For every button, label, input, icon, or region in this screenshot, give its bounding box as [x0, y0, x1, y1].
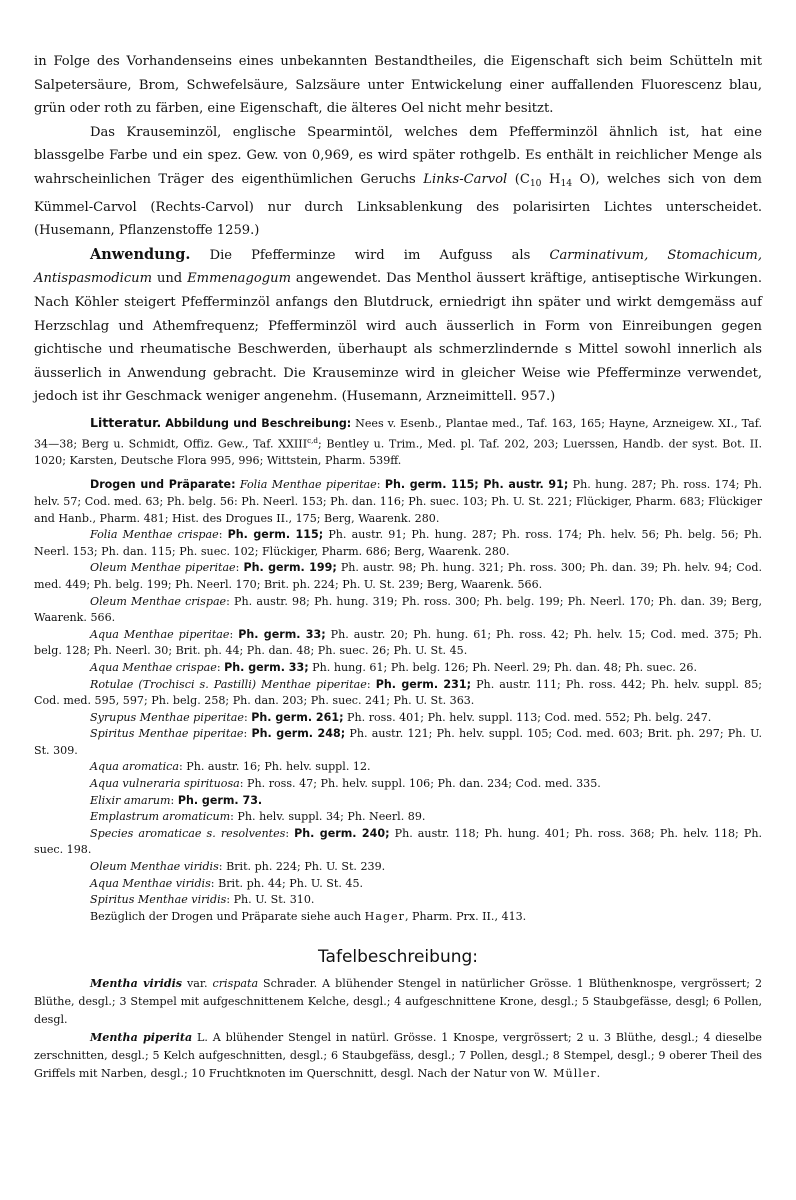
drogen-entry: Emplastrum aromaticum: Ph. helv. suppl. 34; Ph. Neerl. 89.	[90, 810, 426, 824]
drogen-entry: Aqua Menthae viridis: Brit. ph. 44; Ph. U. St. 45.	[90, 876, 364, 890]
paragraph-krauseminzoel: Das Krauseminzöl, englische Spearmintöl, welches dem Pfefferminzöl ähnlich ist, hat eine blassgelbe Farbe und ein spez. Gew. von 0,969, es wird später rothgelb. Es enthält in reichlicher Menge als wahrscheinlichen Träger des eigenthümlichen Geruchs Links-Carvol ($C_{10}$ $H_{14}$ O), welches sich von dem Kümmel-Carvol (Rechts-Carvol) nur durch Linksablenkung des polarisirten Lichtes unterscheidet. (Husemann, Pflanzenstoffe 1259.)	[34, 124, 762, 239]
literature-section	[34, 415, 762, 926]
drogen-entry: Syrupus Menthae piperitae: Ph. germ. 261; Ph. ross. 401; Ph. helv. suppl. 113; Cod. med. 552; Ph. belg. 247.	[90, 710, 712, 724]
drogen-entry: Spiritus Menthae piperitae: Ph. germ. 248; Ph. austr. 121; Ph. helv. suppl. 105; Cod. med. 603; Brit. ph. 297; Ph. U. St. 309.	[34, 727, 763, 757]
drogen-list	[34, 527, 762, 909]
literature-heading: Litteratur.	[90, 414, 162, 430]
drogen-entry: Oleum Menthae viridis: Brit. ph. 224; Ph. U. St. 239.	[90, 860, 386, 874]
drogen-entry: Species aromaticae s. resolventes: Ph. germ. 240; Ph. austr. 118; Ph. hung. 401; Ph. ross. 368; Ph. helv. 118; Ph. suec. 198.	[34, 826, 763, 857]
drogen-entry: Oleum Menthae piperitae: Ph. germ. 199; Ph. austr. 98; Ph. hung. 321; Ph. ross. 300; Ph. dan. 39; Ph. helv. 94; Cod. med. 449; Ph. belg. 199; Ph. Neerl. 170; Brit. ph. 224; Ph. U. St. 239; Berg, Waarenk. 566.	[34, 561, 763, 591]
anwendung-heading: Anwendung.	[90, 245, 191, 263]
tafel-entry-viridis: Mentha viridis var. crispata Schrader. A blühender Stengel in natürlicher Grösse. 1 Blüthenknospe, vergrössert; 2 Blüthe, desgl.; 3 Stempel mit aufgeschnittenem Kelche, desgl.; 4 aufgeschnittene Krone, desgl.; 5 Staubgefässe, desgl; 6 Pollen, desgl.	[34, 977, 763, 1027]
paragraph-fluorescence: in Folge des Vorhandenseins eines unbekannten Bestandtheiles, die Eigenschaft sich beim Schütteln mit Salpetersäure, Brom, Schwefelsäure, Salzsäure unter Entwickelung einer auffallenden Fluorescenz blau, grün oder roth zu färben, eine Eigenschaft, die älteres Oel nicht mehr besitzt.	[34, 54, 762, 117]
links-carvol: Links-Carvol	[423, 171, 508, 187]
drogen-paragraph: Drogen und Präparate: Folia Menthae piperitae: Ph. germ. 115; Ph. austr. 91; Ph. hung. 287; Ph. ross. 174; Ph. helv. 57; Cod. med. 63; Ph. belg. 56: Ph. Neerl. 153; Ph. dan. 116; Ph. suec. 103; Ph. U. St. 221; Flückiger, Pharm. 683; Flückiger and Hanb., Pharm. 481; Hist. des Drogues II., 175; Berg, Waarenk. 280.	[34, 478, 762, 525]
drogen-entry: Aqua Menthae crispae: Ph. germ. 33; Ph. hung. 61; Ph. belg. 126; Ph. Neerl. 29; Ph. dan. 48; Ph. suec. 26.	[90, 660, 697, 674]
drogen-entry: Oleum Menthae crispae: Ph. austr. 98; Ph. hung. 319; Ph. ross. 300; Ph. belg. 199; Ph. Neerl. 170; Ph. dan. 39; Berg, Waarenk. 566.	[34, 594, 762, 625]
drogen-entry: Rotulae (Trochisci s. Pastilli) Menthae piperitae: Ph. germ. 231; Ph. austr. 111; Ph. ross. 442; Ph. helv. suppl. 85; Cod. med. 595, 597; Ph. belg. 258; Ph. dan. 203; Ph. suec. 241; Ph. U. St. 363.	[34, 677, 762, 708]
drogen-entry: Aqua Menthae piperitae: Ph. germ. 33; Ph. austr. 20; Ph. hung. 61; Ph. ross. 42; Ph. helv. 15; Cod. med. 375; Ph. belg. 128; Ph. Neerl. 30; Brit. ph. 44; Ph. dan. 48; Ph. suec. 26; Ph. U. St. 45.	[34, 627, 762, 658]
abbildung-heading: Abbildung und Beschreibung:	[165, 416, 352, 430]
tafel-entry-piperita: Mentha piperita L. A blühender Stengel in natürl. Grösse. 1 Knospe, vergrössert; 2 u. 3 Blüthe, desgl.; 4 dieselbe zerschnitten, desgl.; 5 Kelch aufgeschnitten, desgl.; 6 Staubgefäss, desgl.; 7 Pollen, desgl.; 8 Stempel, desgl.; 9 oberer Theil des Griffels mit Narben, desgl.; 10 Fruchtknoten im Querschnitt, desgl. Nach der Natur von W. Müller.	[34, 1031, 762, 1081]
drogen-entry: Elixir amarum: Ph. germ. 73.	[90, 793, 263, 807]
drogen-entry: Folia Menthae crispae: Ph. germ. 115; Ph. austr. 91; Ph. hung. 287; Ph. ross. 174; Ph. helv. 56; Ph. belg. 56; Ph. Neerl. 153; Ph. dan. 115; Ph. suec. 102; Flückiger, Pharm. 686; Berg, Waarenk. 280.	[34, 528, 763, 558]
drogen-closing: Bezüglich der Drogen und Präparate siehe auch Hager, Pharm. Prx. II., 413.	[90, 909, 527, 923]
tafel-section	[34, 975, 762, 1083]
drogen-entry: Spiritus Menthae viridis: Ph. U. St. 310.	[90, 893, 315, 907]
tafel-title: Tafelbeschreibung:	[317, 947, 479, 968]
drogen-entry: Aqua aromatica: Ph. austr. 16; Ph. helv. suppl. 12.	[90, 760, 371, 774]
main-text	[34, 50, 762, 409]
drogen-heading: Drogen und Präparate:	[90, 478, 236, 492]
paragraph-anwendung: Anwendung. Die Pfefferminze wird im Aufguss als Carminativum, Stomachicum, Antispasmodicum und Emmenagogum angewendet. Das Menthol äussert kräftige, antiseptische Wirkungen. Nach Köhler steigert Pfefferminzöl anfangs den Blutdruck, erniedrigt ihn später und wirkt demgemäss auf Herzschlag und Athemfrequenz; Pfefferminzöl wird auch äusserlich in Form von Einreibungen gegen gichtische und rheumatische Beschwerden, überhaupt als schmerzlindernde s Mittel sowohl innerlich als äusserlich in Anwendung gebracht. Die Krauseminze wird in gleicher Weise wie Pfefferminze verwendet, jedoch ist ihr Geschmack weniger angenehm. (Husemann, Arzneimittell. 957.)	[34, 245, 762, 405]
drogen-entry: Aqua vulneraria spirituosa: Ph. ross. 47; Ph. helv. suppl. 106; Ph. dan. 234; Cod. med. 335.	[90, 777, 601, 791]
literature-paragraph: Litteratur. Abbildung und Beschreibung: Nees v. Esenb., Plantae med., Taf. 163, 165; Hayne, Arzneigew. XI., Taf. 34—38; Berg u. Schmidt, Offiz. Gew., Taf. XXIII$^{c,d}$; Bentley u. Trim., Med. pl. Taf. 202, 203; Luerssen, Handb. der syst. Bot. II. 1020; Karsten, Deutsche Flora 995, 996; Wittstein, Pharm. 539ff.	[34, 414, 763, 467]
